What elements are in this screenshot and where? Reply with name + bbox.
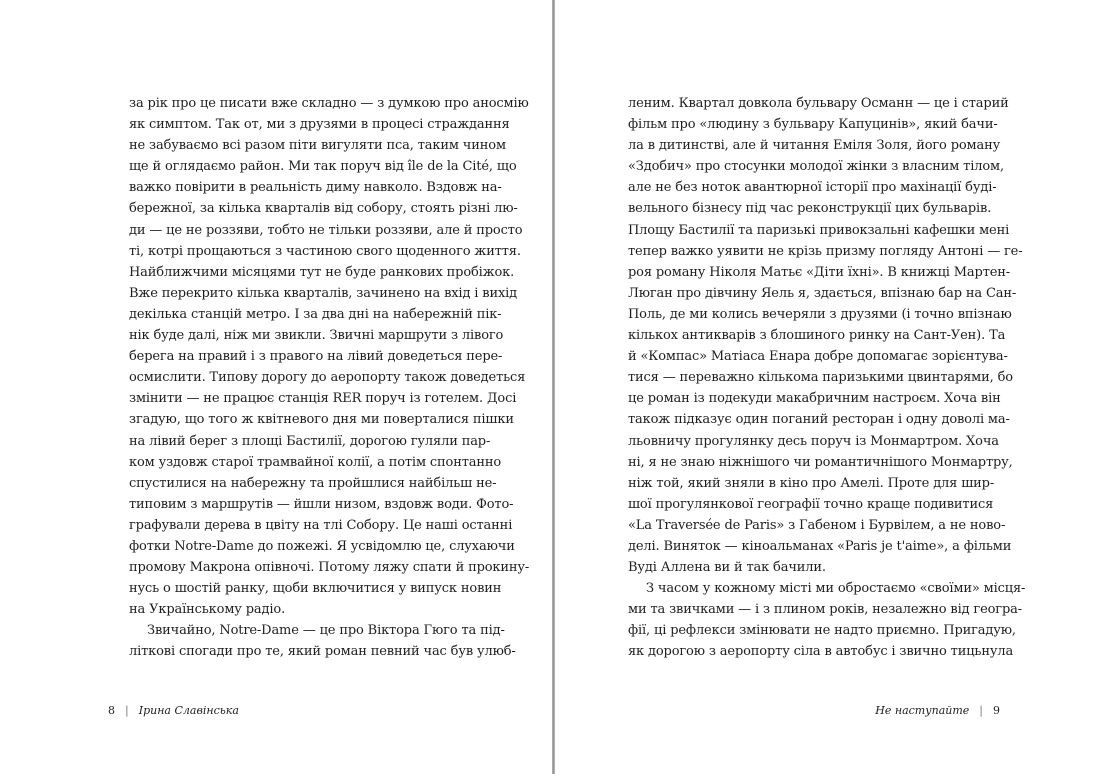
footer-separator: |: [125, 704, 129, 717]
text-line: ми та звичками — і з плином років, незалежно від геогра-: [628, 602, 1022, 618]
text-line: ще й оглядаємо район. Ми так поруч від île de la Cité, що: [129, 159, 517, 175]
text-line: «Здобич» про стосунки молодої жінки з власним тілом,: [628, 159, 1004, 175]
text-line: бережної, за кілька кварталів від собору, стоять різні лю-: [129, 201, 518, 217]
text-line: Найближчими місяцями тут не буде ранкових пробіжок.: [129, 264, 515, 280]
text-line: «La Traversée de Paris» з Габеном і Бурвілем, а не ново-: [628, 517, 1006, 533]
text-line: спустилися на набережну та пройшлися найбільш не-: [129, 475, 497, 491]
text-line: Люган про дівчину Яель я, здається, впізнаю бар на Сан-: [628, 285, 1017, 301]
page-number: 8: [108, 704, 115, 717]
text-line: Вуді Аллена ви й так бачили.: [628, 560, 826, 576]
text-line: як дорогою з аеропорту сіла в автобус і звично тицьнула: [628, 644, 1014, 660]
right-page-text: [628, 93, 1026, 663]
text-line: як симптом. Так от, ми з друзями в процесі страждання: [129, 117, 510, 133]
text-line: але не без ноток авантюрної історії про махінації буді-: [628, 180, 997, 196]
right-page: [555, 0, 1105, 774]
footer-separator: |: [979, 704, 983, 717]
page-number: 9: [993, 704, 1000, 717]
text-line: вельного бізнесу під час реконструкції цих бульварів.: [628, 201, 992, 217]
text-line: фотки Notre-Dame до пожежі. Я усвідомлю це, слухаючи: [129, 538, 515, 554]
text-line: Вже перекрито кілька кварталів, зачинено на вхід і вихід: [129, 285, 517, 301]
paragraph-start-line: З часом у кожному місті ми обростаємо «своїми» місця-: [646, 581, 1026, 597]
text-line: ла в дитинстві, але й читання Еміля Золя, його роману: [628, 138, 1001, 154]
text-line: леним. Квартал довкола бульвару Османн — це і старий: [628, 96, 1009, 111]
text-line: ті, котрі прощаються з частиною свого щоденного життя.: [129, 243, 521, 259]
text-line: тися — переважно кількома паризькими цвинтарями, бо: [628, 370, 1013, 386]
running-head-title: Не наступайте: [875, 704, 970, 717]
text-line: промову Макрона опівночі. Потому ляжу спати й прокину-: [129, 560, 530, 576]
left-page-footer: [108, 703, 239, 719]
text-line: це роман із подекуди макабричним настроєм. Хоча він: [628, 391, 1001, 407]
text-line: осмислити. Типову дорогу до аеропорту також доведеться: [129, 370, 526, 386]
text-line: нік буде далі, ніж ми звикли. Звичні маршрути з лівого: [129, 328, 504, 344]
text-line: також підказує один поганий ресторан і одну доволі ма-: [628, 412, 1010, 428]
text-line: графували дерева в цвіту на тлі Собору. Це наші останні: [129, 517, 513, 533]
text-line: типовим з маршрутів — йшли низом, вздовж води. Фото-: [129, 496, 514, 512]
text-line: шої прогулянкової географії точно краще подивитися: [628, 496, 994, 512]
text-line: літкові спогади про те, який роман певний час був улюб-: [129, 644, 516, 660]
text-line: кількох антикварів з блошиного ринку на Сант-Уен). Та: [628, 328, 1006, 344]
text-line: роя роману Ніколя Матьє «Діти їхні». В книжці Мартен-: [628, 264, 1011, 280]
text-line: змінити — не працює станція RER поруч із готелем. Досі: [129, 391, 517, 407]
text-line: на лівий берег з площі Бастилії, дорогою гуляли пар-: [129, 433, 491, 449]
left-page-text: [129, 93, 530, 663]
text-line: за рік про це писати вже складно — з думкою про аносмію: [129, 96, 529, 111]
right-page-footer: [875, 703, 1000, 719]
text-line: на Українському радіо.: [129, 602, 286, 618]
running-head-author: Ірина Славінська: [138, 704, 239, 717]
text-line: делі. Виняток — кіноальманах «Paris je t'aime», а фільми: [628, 538, 1012, 554]
text-line: не забуваємо всі разом піти вигуляти пса, таким чином: [129, 138, 506, 154]
text-line: Поль, де ми колись вечеряли з друзями (і точно впізнаю: [628, 306, 1012, 322]
text-line: ніж той, який зняли в кіно про Амелі. Проте для шир-: [628, 475, 995, 491]
text-line: важко повірити в реальність диму навколо. Вздовж на-: [129, 180, 502, 196]
text-line: фільм про «людину з бульвару Капуцинів», який бачи-: [628, 117, 998, 133]
text-line: декілька станцій метро. І за два дні на набережній пік-: [129, 306, 502, 322]
text-line: Площу Бастилії та паризькі привокзальні кафешки мені: [628, 222, 1010, 238]
text-line: згадую, що того ж квітневого дня ми поверталися пішки: [129, 412, 514, 428]
text-line: фії, ці рефлекси змінювати не надто приємно. Пригадую,: [628, 623, 1016, 639]
left-page: [0, 0, 552, 774]
text-line: нусь о шостій ранку, щоби включитися у випуск новин: [129, 581, 502, 597]
text-line: льовничу прогулянку десь поруч із Монмартром. Хоча: [628, 433, 999, 449]
text-line: й «Компас» Матіаса Енара добре допомагає зорієнтува-: [628, 349, 1008, 365]
text-line: ні, я не знаю ніжнішого чи романтичнішого Монмартру,: [628, 454, 1013, 470]
text-line: ком уздовж старої трамвайної колії, а потім спонтанно: [129, 454, 502, 470]
text-line: тепер важко уявити не крізь призму погляду Антоні — ге-: [628, 243, 1023, 259]
text-line: берега на правий і з правого на лівий доведеться пере-: [129, 349, 503, 365]
paragraph-start-line: Звичайно, Notre-Dame — це про Віктора Гюго та під-: [147, 623, 505, 639]
text-line: ди — це не роззяви, тобто не тільки роззяви, але й просто: [129, 222, 523, 238]
